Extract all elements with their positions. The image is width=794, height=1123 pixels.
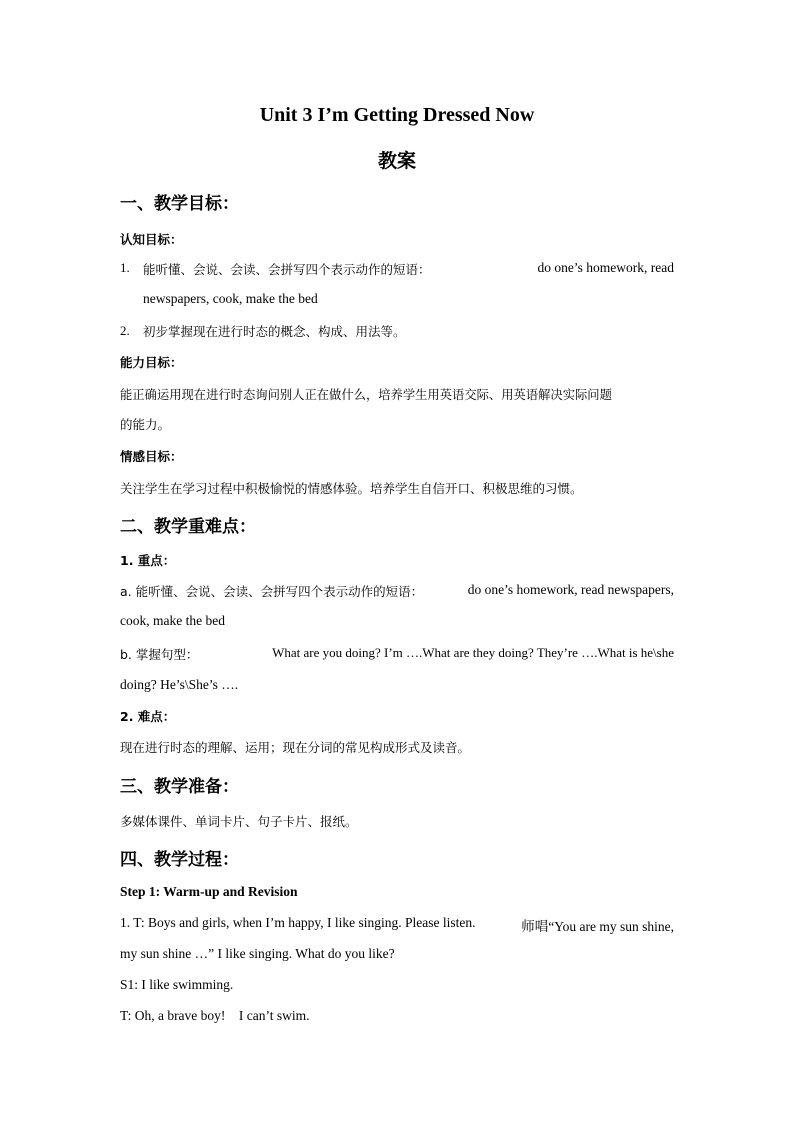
key-b-line1 — [120, 645, 674, 663]
item1-line2: newspapers, cook, make the bed — [143, 291, 318, 306]
cognitive-goals-label: 认知目标： — [120, 232, 183, 247]
section3-heading: 三、教学准备： — [120, 777, 239, 797]
key-points-label: 1. 重点： — [120, 553, 176, 568]
ability-line2: 的能力。 — [120, 417, 171, 432]
ability-goals-label: 能力目标： — [120, 355, 183, 370]
key-b-line2: doing? He’s\She’s …. — [120, 677, 239, 692]
section2-heading: 二、教学重难点： — [120, 517, 256, 537]
process-line2: my sun shine …” I like singing. What do you like? — [120, 946, 395, 961]
item1-line1-cn: 能听懂、会说、会读、会拼写四个表示动作的短语： — [143, 262, 431, 277]
item2-text: 初步掌握现在进行时态的概念、构成、用法等。 — [143, 324, 406, 339]
section4-heading: 四、教学过程： — [120, 850, 239, 870]
process-line1 — [120, 915, 674, 935]
document-subtitle: 教案 — [377, 150, 416, 172]
document-title: Unit 3 I’m Getting Dressed Now — [259, 104, 535, 126]
key-a-line1-cn: a. 能听懂、会说、会读、会拼写四个表示动作的短语： — [120, 584, 424, 599]
preparation-text: 多媒体课件、单词卡片、句子卡片、报纸。 — [120, 814, 358, 829]
emotion-text: 关注学生在学习过程中积极愉悦的情感体验。培养学生自信开口、积极思维的习惯。 — [120, 481, 583, 496]
ability-line1: 能正确运用现在进行时态询问别人正在做什么，培养学生用英语交际、用英语解决实际问题 — [120, 388, 612, 402]
item1-number: 1. — [120, 260, 130, 275]
key-a-line1 — [120, 582, 674, 600]
key-a-line2: cook, make the bed — [120, 613, 225, 628]
section1-heading: 一、教学目标： — [120, 194, 239, 214]
process-line1-song: 师唱“You are my sun shine, — [521, 919, 674, 934]
item2-number: 2. — [120, 323, 130, 338]
item1-line1 — [143, 260, 674, 278]
key-a-line1-en: do one’s homework, read newspapers, — [467, 582, 674, 597]
process-line4: T: Oh, a brave boy! I can’t swim. — [120, 1008, 310, 1023]
difficult-points-label: 2. 难点： — [120, 709, 176, 724]
difficult-text: 现在进行时态的理解、运用；现在分词的常见构成形式及读音。 — [120, 740, 471, 755]
emotion-goals-label: 情感目标： — [120, 449, 183, 464]
step1-heading: Step 1: Warm-up and Revision — [120, 884, 298, 899]
key-b-line1-cn: b. 掌握句型： — [120, 647, 199, 662]
key-b-line1-en: What are you doing? I’m ….What are they doing? They’re ….What is he\she — [272, 645, 674, 660]
item1-line1-en: do one’s homework, read — [537, 260, 674, 275]
process-line1-en: 1. T: Boys and girls, when I’m happy, I like singing. Please listen. — [120, 915, 476, 930]
process-line3: S1: I like swimming. — [120, 977, 234, 992]
